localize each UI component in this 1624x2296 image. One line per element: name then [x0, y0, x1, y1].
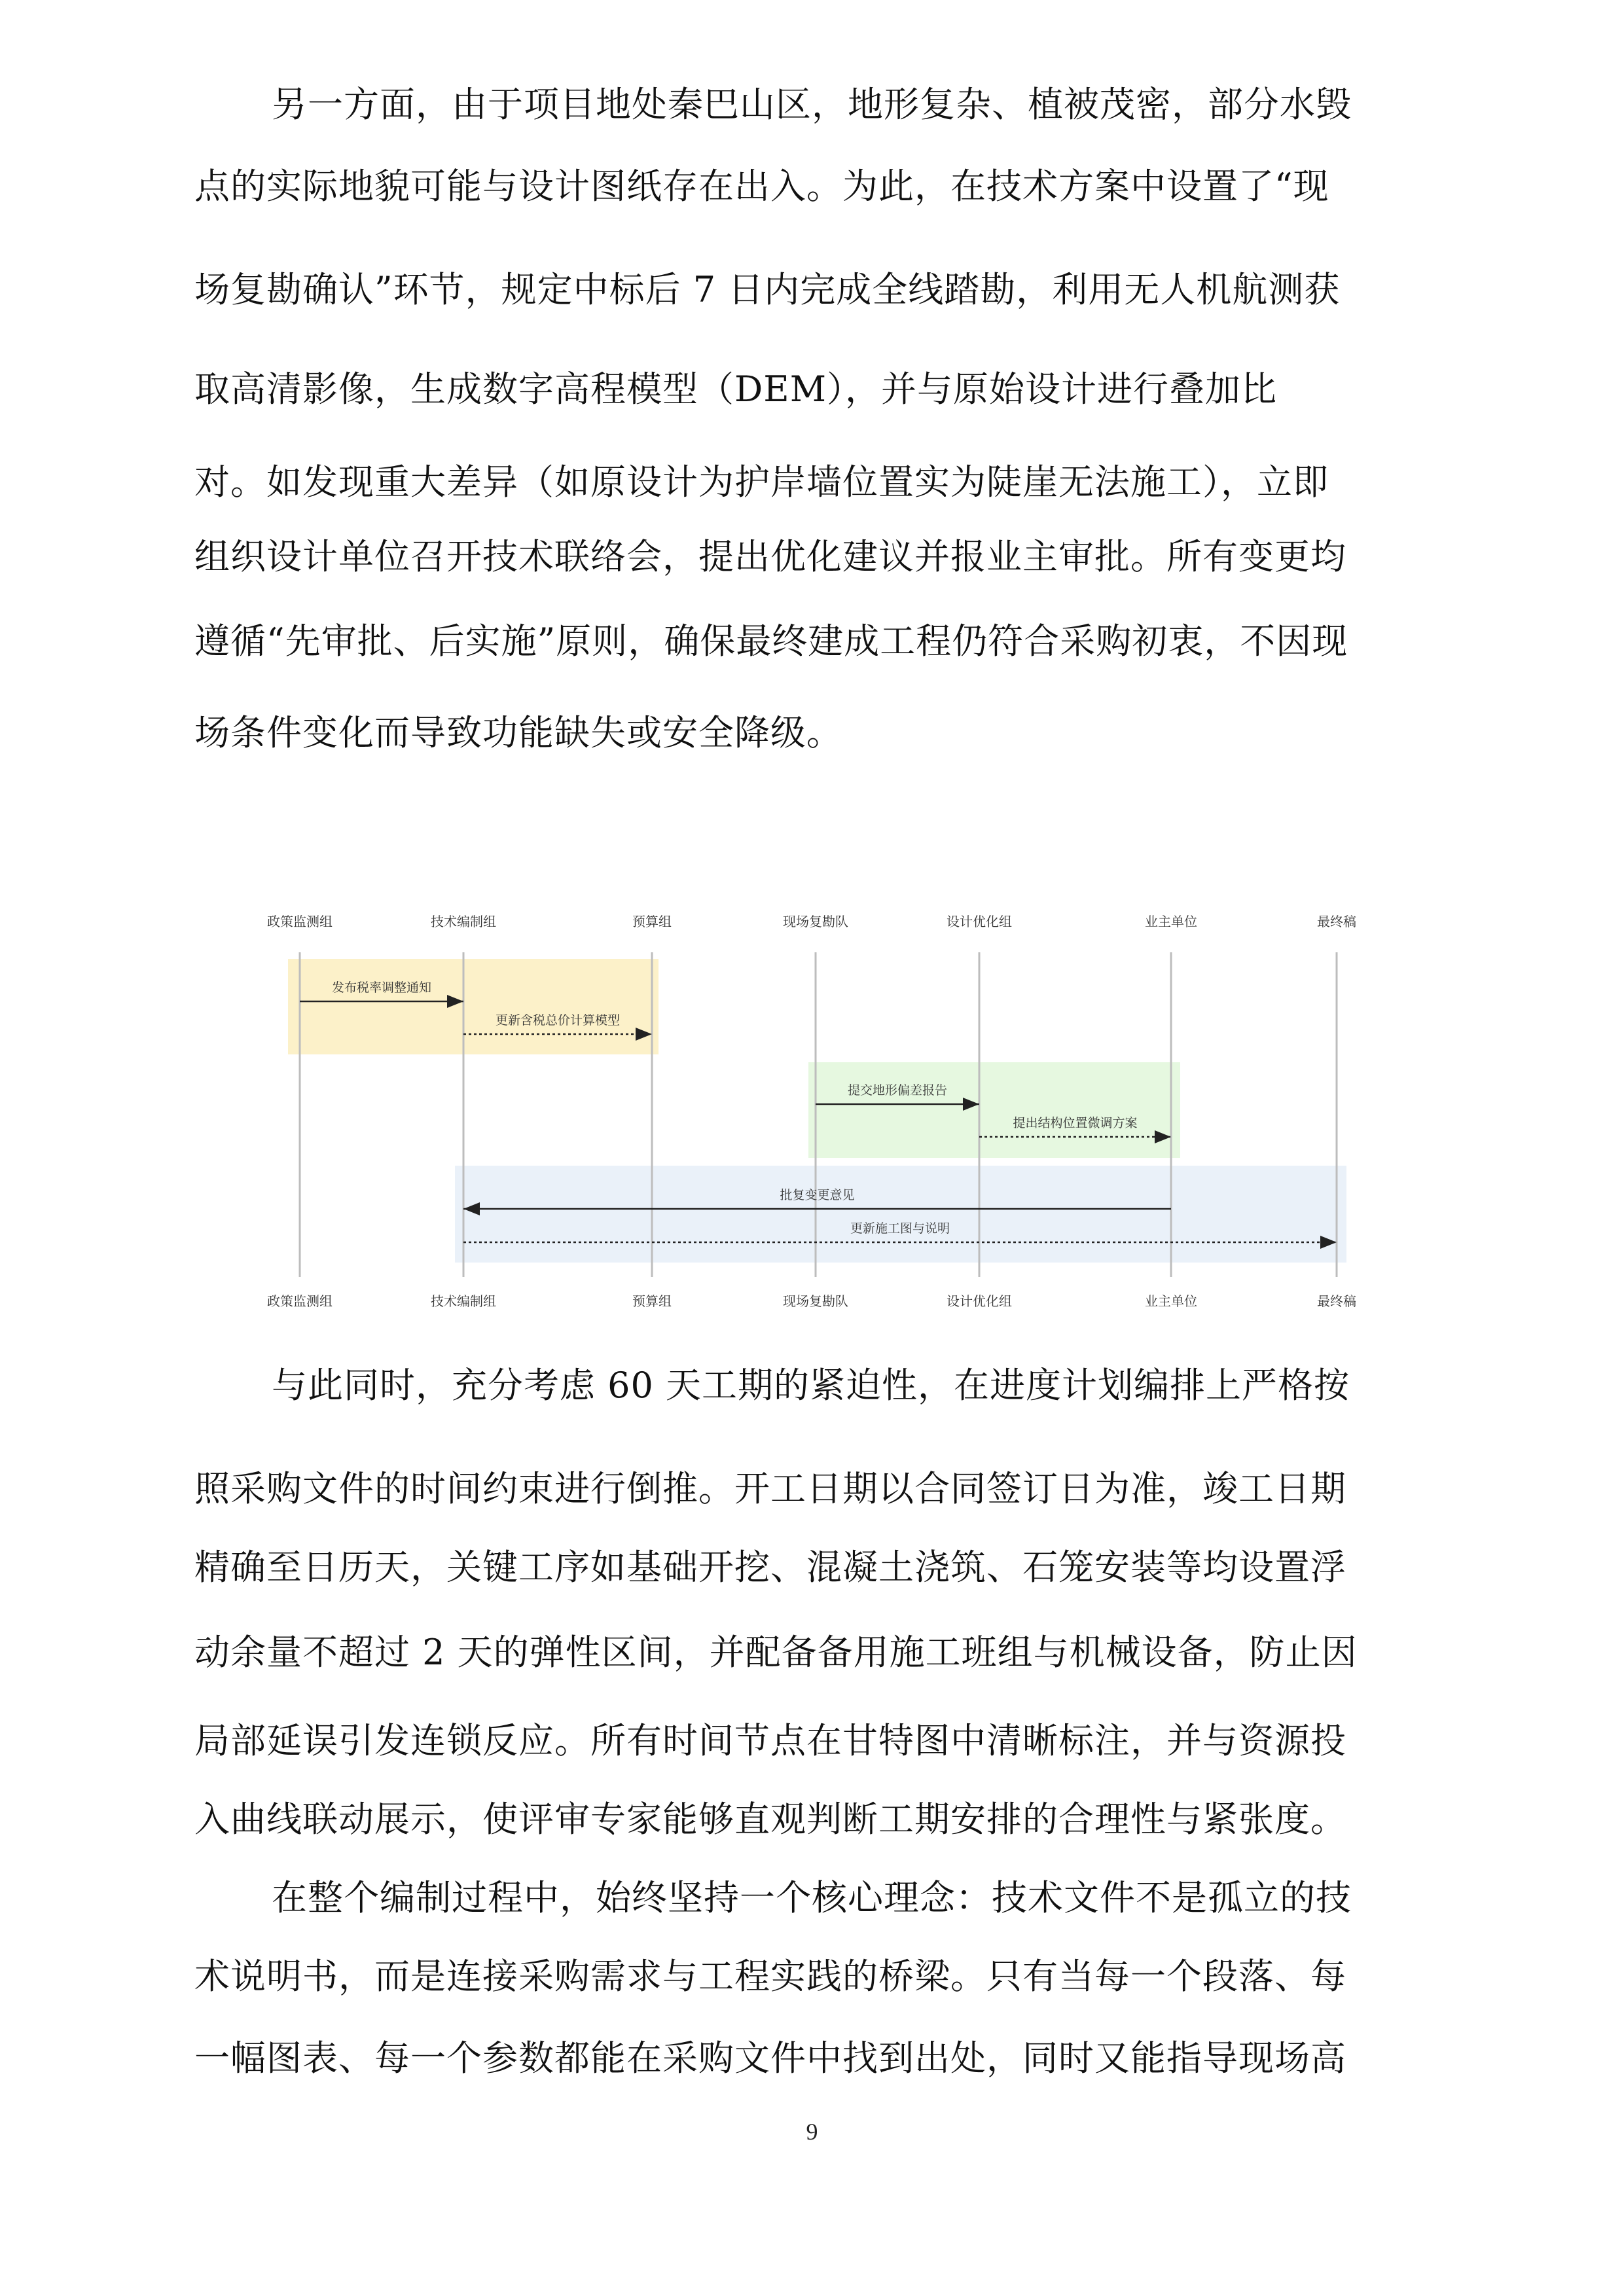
- participant-label-bottom: 现场复勘队: [783, 1293, 848, 1309]
- participant-label-top: 预算组: [632, 914, 672, 929]
- participant-label-top: 业主单位: [1145, 914, 1197, 929]
- group-box: [455, 1166, 1346, 1263]
- group-box: [808, 1062, 1180, 1158]
- text-line: 另一方面，由于项目地处秦巴山区，地形复杂、植被茂密，部分水毁: [272, 84, 1352, 125]
- text-line: 照采购文件的时间约束进行倒推。开工日期以合同签订日为准，竣工日期: [194, 1468, 1346, 1509]
- text-line: 术说明书，而是连接采购需求与工程实践的桥梁。只有当每一个段落、每: [194, 1956, 1346, 1997]
- text-line: 局部延误引发连锁反应。所有时间节点在甘特图中清晰标注，并与资源投: [194, 1720, 1346, 1761]
- message-label: 更新施工图与说明: [850, 1221, 950, 1236]
- text-line: 精确至日历天，关键工序如基础开挖、混凝土浇筑、石笼安装等均设置浮: [194, 1547, 1346, 1588]
- message-label: 更新含税总价计算模型: [495, 1013, 621, 1028]
- participant-label-top: 技术编制组: [431, 914, 496, 929]
- participant-label-bottom: 业主单位: [1145, 1293, 1197, 1309]
- text-line: 组织设计单位召开技术联络会，提出优化建议并报业主审批。所有变更均: [194, 536, 1346, 577]
- sequence-diagram-svg: [249, 893, 1375, 1312]
- text-line: 与此同时，充分考虑 60 天工期的紧迫性，在进度计划编排上严格按: [272, 1365, 1350, 1406]
- text-line: 动余量不超过 2 天的弹性区间，并配备备用施工班组与机械设备，防止因: [194, 1632, 1358, 1673]
- text-line: 遵循“先审批、后实施”原则，确保最终建成工程仍符合采购初衷，不因现: [194, 620, 1348, 662]
- message-label: 提交地形偏差报告: [847, 1083, 948, 1098]
- text-line: 取高清影像，生成数字高程模型（DEM），并与原始设计进行叠加比: [194, 368, 1278, 410]
- sequence-diagram: [249, 893, 1375, 1312]
- participant-label-bottom: 技术编制组: [431, 1293, 496, 1309]
- text-line: 点的实际地貌可能与设计图纸存在出入。为此，在技术方案中设置了“现: [194, 166, 1329, 207]
- group-box: [288, 959, 659, 1054]
- participant-label-bottom: 预算组: [632, 1293, 672, 1309]
- text-line: 场条件变化而导致功能缺失或安全降级。: [194, 712, 842, 753]
- text-line: 入曲线联动展示，使评审专家能够直观判断工期安排的合理性与紧张度。: [194, 1799, 1346, 1840]
- message-label: 提出结构位置微调方案: [1013, 1116, 1138, 1130]
- message-label: 批复变更意见: [780, 1188, 855, 1202]
- participant-label-top: 最终稿: [1317, 914, 1356, 929]
- participant-label-bottom: 最终稿: [1317, 1293, 1356, 1309]
- message-label: 发布税率调整通知: [331, 980, 432, 995]
- participant-label-top: 现场复勘队: [783, 914, 848, 929]
- participant-label-top: 设计优化组: [947, 914, 1012, 929]
- participant-label-bottom: 设计优化组: [947, 1293, 1012, 1309]
- text-line: 对。如发现重大差异（如原设计为护岸墙位置实为陡崖无法施工），立即: [194, 461, 1329, 503]
- text-line: 场复勘确认”环节，规定中标后 7 日内完成全线踏勘，利用无人机航测获: [194, 269, 1341, 310]
- participant-label-bottom: 政策监测组: [267, 1293, 333, 1309]
- text-line: 一幅图表、每一个参数都能在采购文件中找到出处，同时又能指导现场高: [194, 2037, 1346, 2079]
- text-line: 在整个编制过程中，始终坚持一个核心理念：技术文件不是孤立的技: [272, 1877, 1352, 1918]
- participant-label-top: 政策监测组: [267, 914, 333, 929]
- page-number: 9: [806, 2119, 818, 2145]
